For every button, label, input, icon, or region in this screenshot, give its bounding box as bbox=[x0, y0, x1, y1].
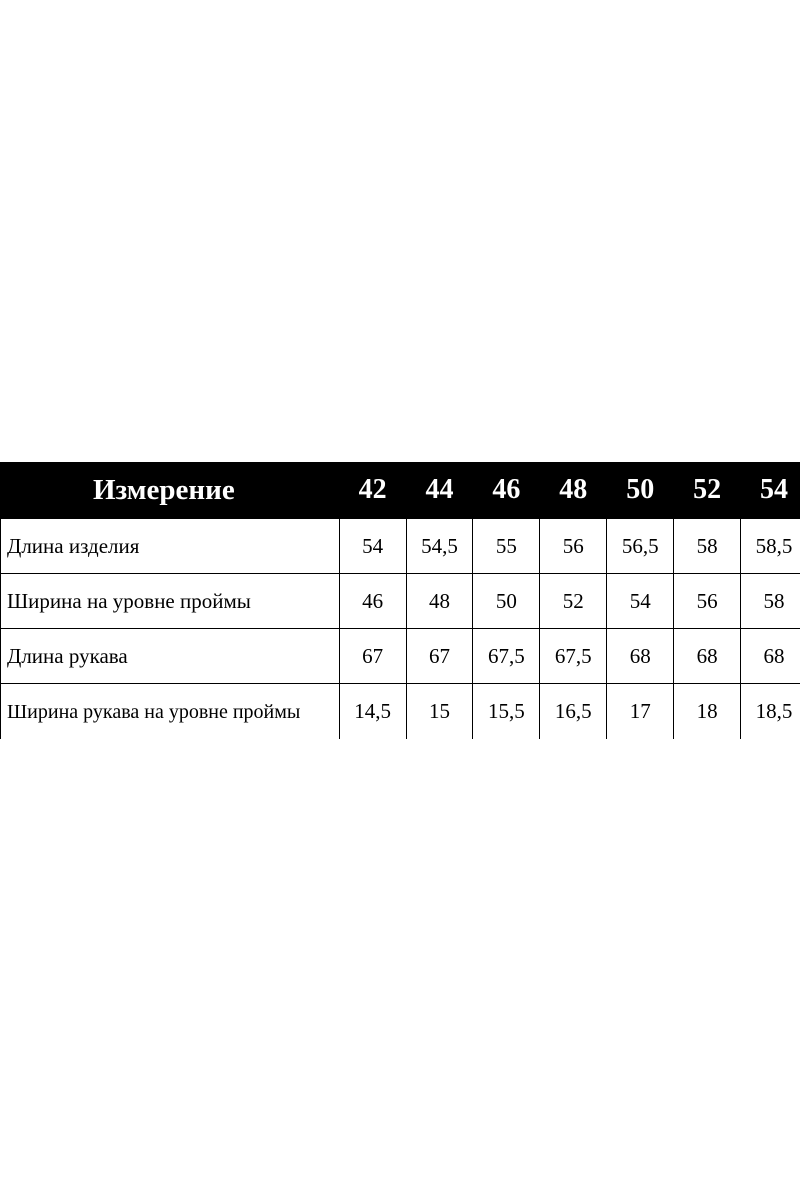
table-cell: 48 bbox=[406, 574, 473, 629]
table-cell: 67,5 bbox=[540, 629, 607, 684]
size-chart-table bbox=[0, 462, 800, 739]
table-cell: 15 bbox=[406, 684, 473, 740]
row-label: Ширина на уровне проймы bbox=[1, 574, 340, 629]
table-cell: 54 bbox=[607, 574, 674, 629]
size-header-52: 52 bbox=[674, 462, 741, 519]
table-cell: 18,5 bbox=[741, 684, 800, 740]
table-cell: 67 bbox=[406, 629, 473, 684]
row-label: Длина рукава bbox=[1, 629, 340, 684]
table-cell: 68 bbox=[674, 629, 741, 684]
table-cell: 17 bbox=[607, 684, 674, 740]
size-header-42: 42 bbox=[339, 462, 406, 519]
header-row bbox=[1, 462, 800, 519]
table-cell: 54,5 bbox=[406, 519, 473, 574]
table-cell: 56,5 bbox=[607, 519, 674, 574]
table-cell: 56 bbox=[540, 519, 607, 574]
table-cell: 50 bbox=[473, 574, 540, 629]
table-cell: 54 bbox=[339, 519, 406, 574]
table-row bbox=[1, 519, 800, 574]
size-header-46: 46 bbox=[473, 462, 540, 519]
header-label: Измерение bbox=[1, 462, 340, 519]
table-cell: 58 bbox=[741, 574, 800, 629]
table-cell: 67 bbox=[339, 629, 406, 684]
table-cell: 46 bbox=[339, 574, 406, 629]
size-header-44: 44 bbox=[406, 462, 473, 519]
table-row bbox=[1, 629, 800, 684]
table-row bbox=[1, 684, 800, 740]
row-label: Длина изделия bbox=[1, 519, 340, 574]
table-cell: 14,5 bbox=[339, 684, 406, 740]
table-cell: 56 bbox=[674, 574, 741, 629]
size-header-48: 48 bbox=[540, 462, 607, 519]
table-cell: 52 bbox=[540, 574, 607, 629]
table-cell: 67,5 bbox=[473, 629, 540, 684]
table-cell: 68 bbox=[607, 629, 674, 684]
table-cell: 68 bbox=[741, 629, 800, 684]
table-cell: 55 bbox=[473, 519, 540, 574]
table-cell: 15,5 bbox=[473, 684, 540, 740]
table-cell: 16,5 bbox=[540, 684, 607, 740]
size-header-54: 54 bbox=[741, 462, 800, 519]
row-label: Ширина рукава на уровне проймы bbox=[1, 684, 340, 740]
table-cell: 58 bbox=[674, 519, 741, 574]
table-row bbox=[1, 574, 800, 629]
table-cell: 18 bbox=[674, 684, 741, 740]
table-cell: 58,5 bbox=[741, 519, 800, 574]
size-header-50: 50 bbox=[607, 462, 674, 519]
